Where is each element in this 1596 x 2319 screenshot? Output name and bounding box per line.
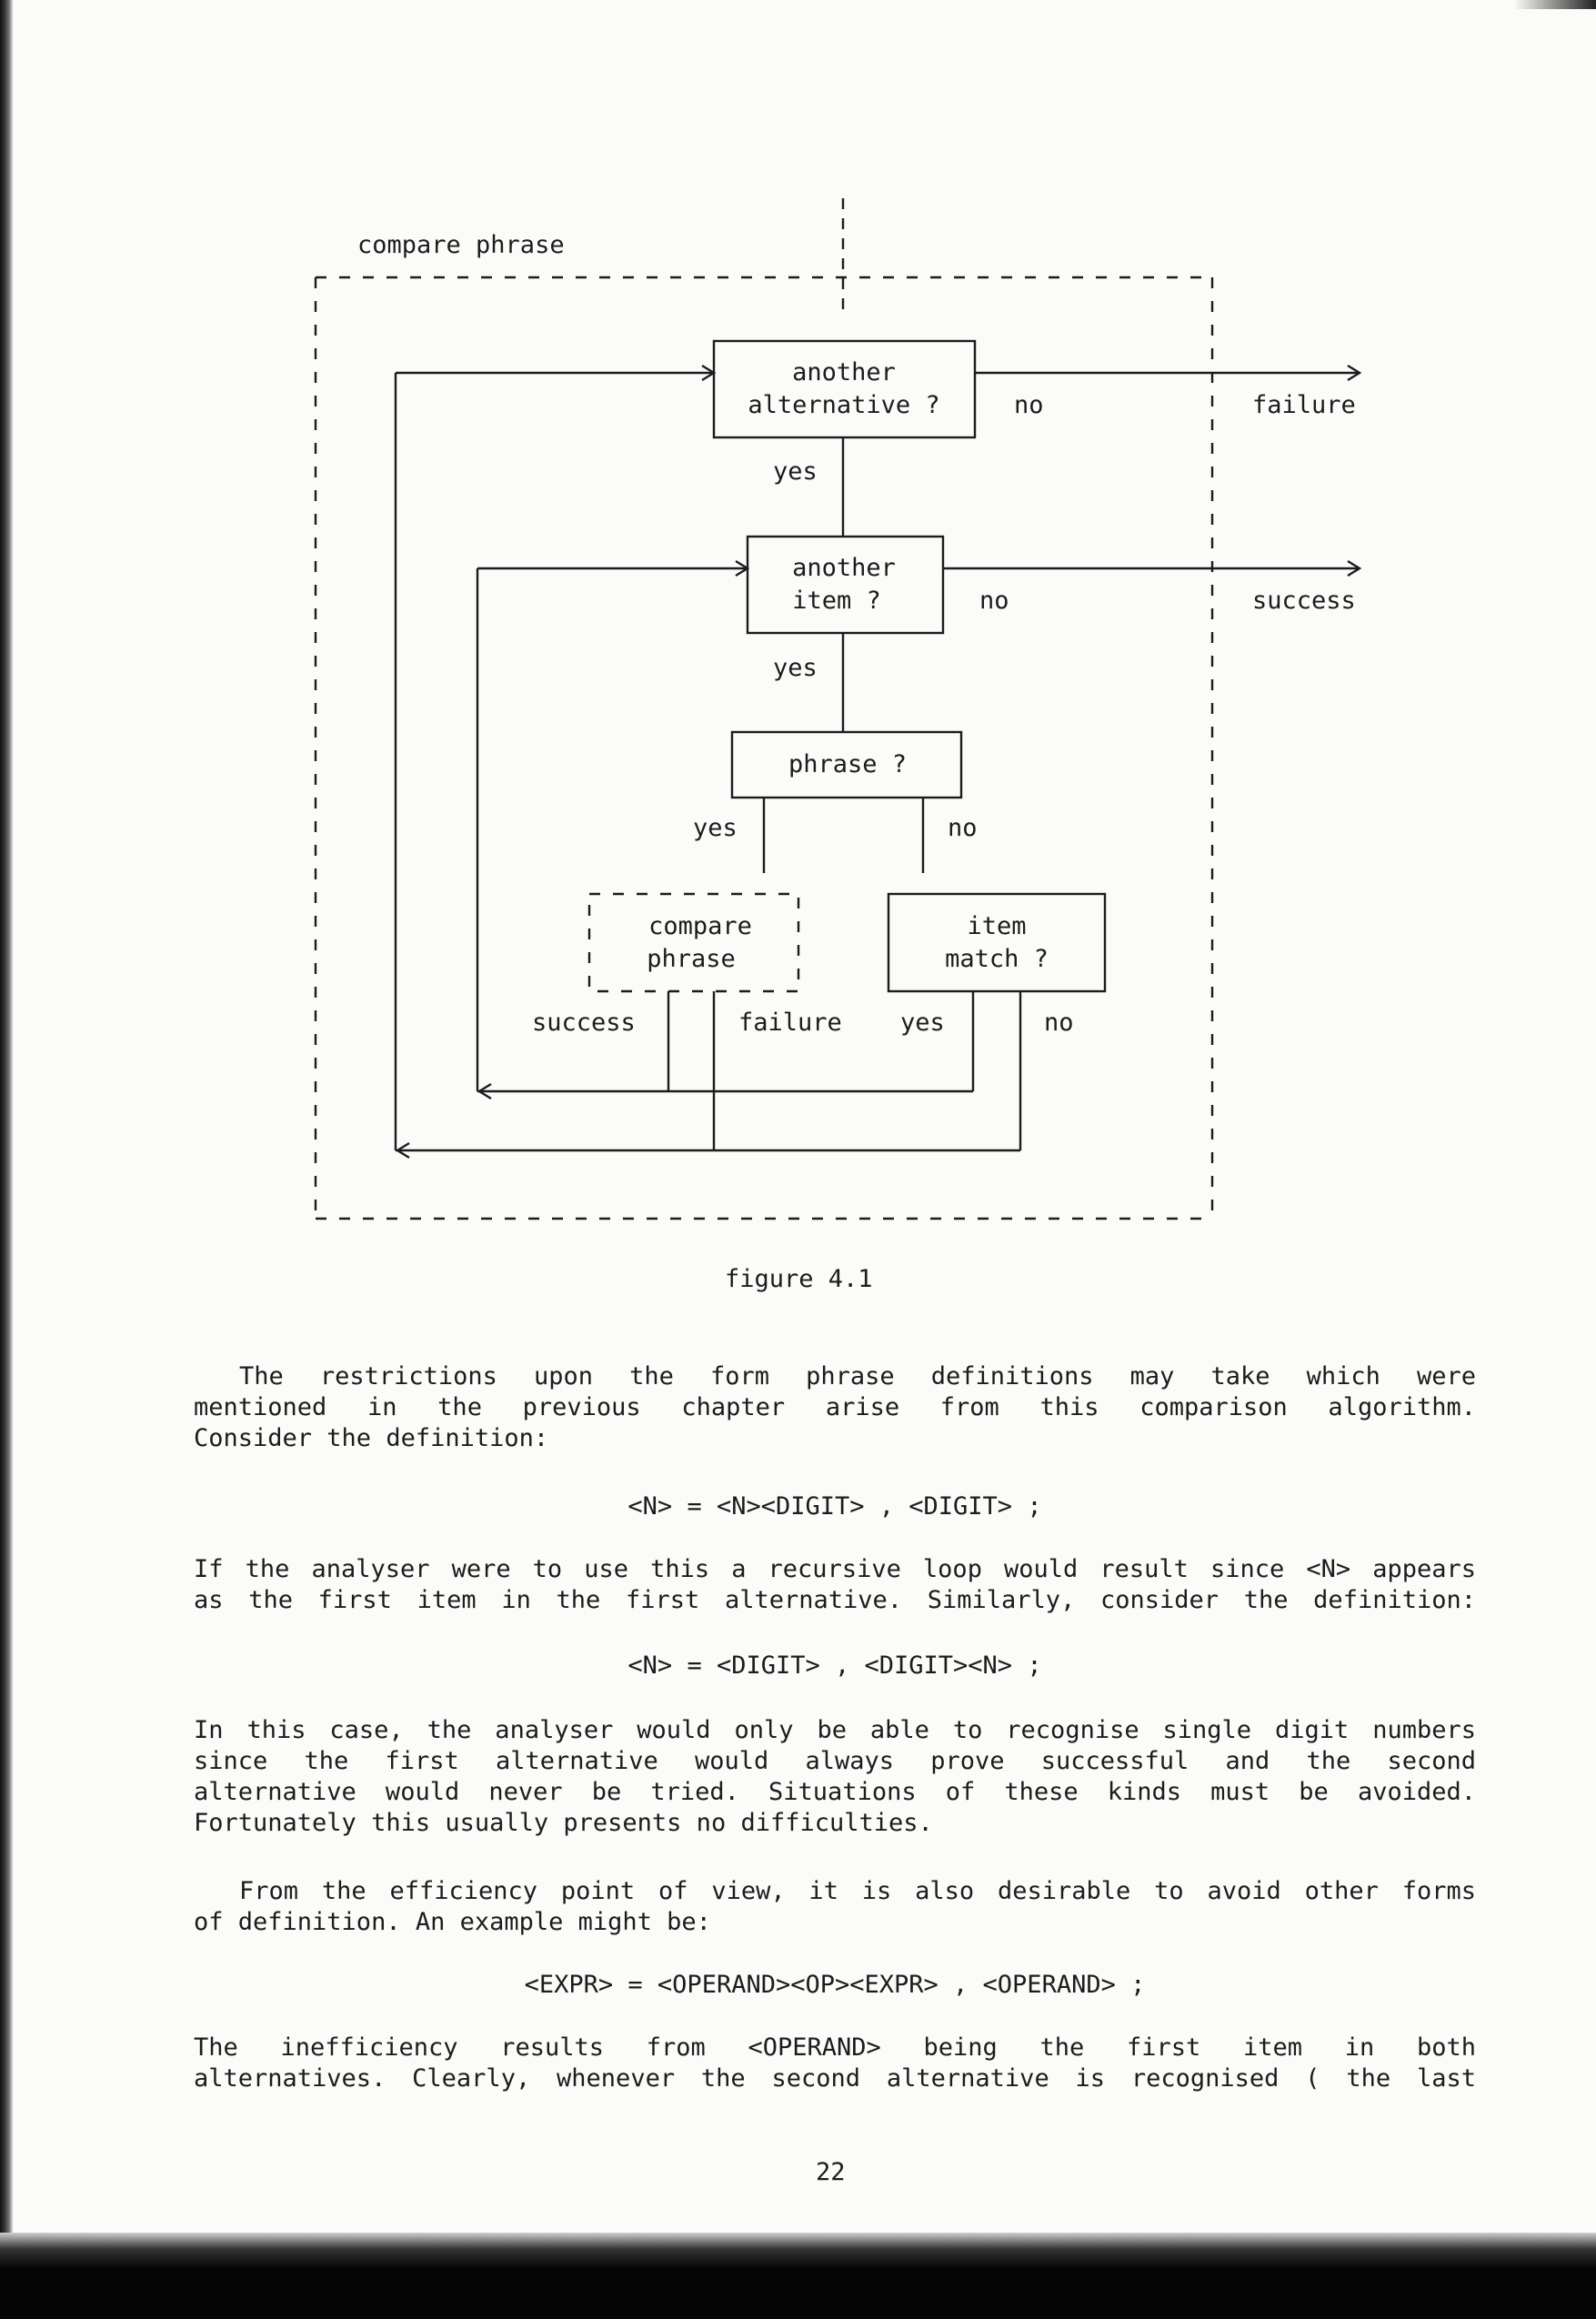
box-another-alternative-line2: alternative ?: [748, 391, 940, 419]
paragraph-line: The inefficiency results from <OPERAND> being the first item in both: [194, 2033, 1476, 2062]
paragraph-line: Fortunately this usually presents no difficulties.: [194, 1809, 933, 1837]
paragraph-line: Consider the definition:: [194, 1424, 549, 1452]
page-number: 22: [816, 2158, 846, 2186]
label-no-item: no: [979, 587, 1009, 615]
box-another-alternative-line1: another: [792, 358, 896, 386]
label-no-phrase: no: [948, 814, 978, 842]
box-item-match: [888, 894, 1105, 991]
label-yes-item: yes: [773, 654, 818, 682]
label-no-alternative: no: [1014, 391, 1044, 419]
label-success-compare: success: [532, 1009, 636, 1037]
label-no-match: no: [1044, 1009, 1074, 1037]
paragraph-line: From the efficiency point of view, it is also desirable to avoid other forms: [239, 1877, 1476, 1905]
figure-caption: figure 4.1: [725, 1265, 873, 1293]
box-another-item: [748, 537, 943, 633]
label-yes-phrase: yes: [693, 814, 738, 842]
definition-equation: <N> = <DIGIT> , <DIGIT><N> ;: [627, 1651, 1042, 1680]
label-yes-match: yes: [900, 1009, 945, 1037]
label-failure-compare: failure: [738, 1009, 842, 1037]
paragraph-line: The restrictions upon the form phrase definitions may take which were: [239, 1362, 1476, 1390]
box-another-item-line2: item ?: [792, 587, 881, 615]
flowchart-title: compare phrase: [357, 231, 565, 259]
paragraph-line: alternatives. Clearly, whenever the second alternative is recognised ( the last: [194, 2064, 1476, 2093]
paragraph-line: of definition. An example might be:: [194, 1908, 711, 1936]
label-yes-alternative: yes: [773, 457, 818, 486]
definition-equation: <EXPR> = <OPERAND><OP><EXPR> , <OPERAND> ;: [524, 1971, 1146, 1999]
label-failure-exit: failure: [1252, 391, 1356, 419]
box-another-alternative: [714, 341, 975, 437]
scan-bottom-edge: [0, 2233, 1596, 2319]
paragraph-line: alternative would never be tried. Situations of these kinds must be avoided.: [194, 1778, 1476, 1806]
paragraph-line: If the analyser were to use this a recursive loop would result since <N> appears: [194, 1555, 1476, 1583]
label-success-exit: success: [1252, 587, 1356, 615]
box-compare-phrase-line1: compare: [648, 912, 752, 940]
paragraph-line: as the first item in the first alternative. Similarly, consider the definition:: [194, 1586, 1476, 1614]
box-another-item-line1: another: [792, 554, 896, 582]
paragraph-line: mentioned in the previous chapter arise from this comparison algorithm.: [194, 1393, 1476, 1421]
paragraph-line: since the first alternative would always prove successful and the second: [194, 1747, 1476, 1775]
box-item-match-line1: item: [967, 912, 1027, 940]
box-item-match-line2: match ?: [945, 945, 1049, 973]
paragraph-line: In this case, the analyser would only be able to recognise single digit numbers: [194, 1716, 1476, 1744]
definition-equation: <N> = <N><DIGIT> , <DIGIT> ;: [627, 1492, 1042, 1521]
box-phrase-line1: phrase ?: [788, 750, 908, 778]
box-compare-phrase-line2: phrase: [647, 945, 736, 973]
